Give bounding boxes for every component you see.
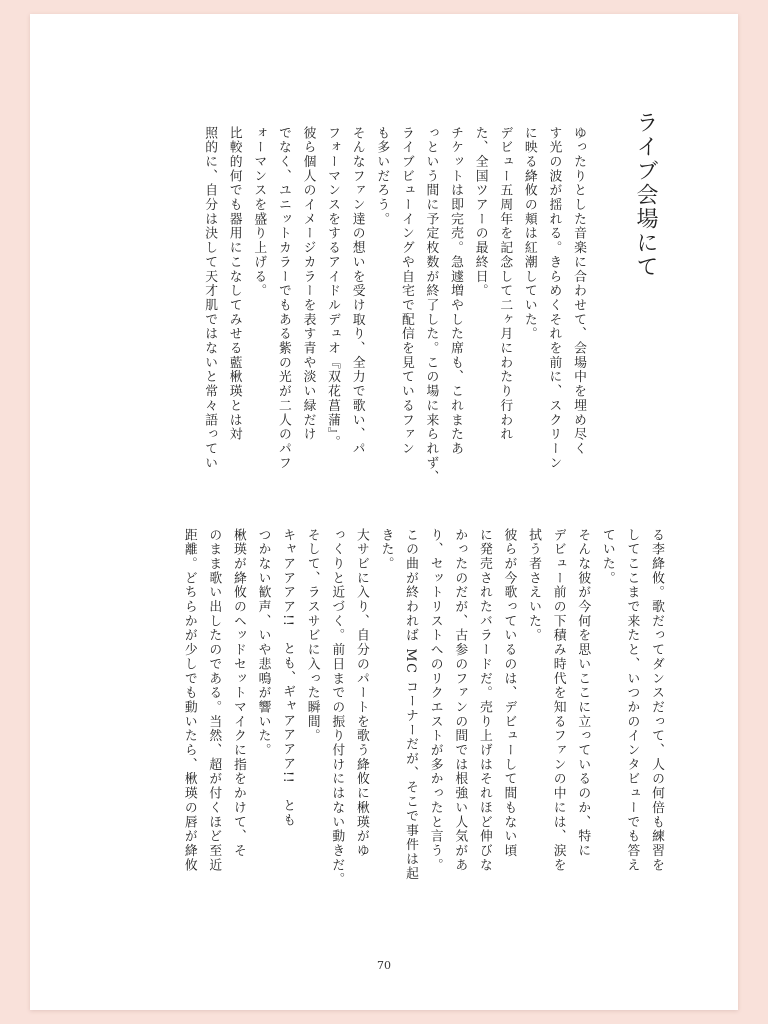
- text-line: 拭う者さえいた。: [526, 528, 542, 643]
- text-line: ライブビューイングや自宅で配信を見ているファン: [398, 126, 414, 457]
- text-line: る李絳攸。歌だってダンスだって、人の何倍も練習を: [649, 528, 664, 873]
- text-line: 距離。どちらかが少しでも動いたら、楸瑛の唇が絳攸: [181, 528, 197, 873]
- text-line: ォーマンスを盛り上げる。: [251, 126, 267, 299]
- book-page: [30, 14, 738, 1010]
- text-line: そして、ラスサビに入った瞬間。: [304, 528, 320, 744]
- page-number: 70: [377, 959, 391, 972]
- text-line: そんな彼が今何を思いここに立っているのか、特に: [575, 528, 591, 859]
- text-line: かったのだが、古参のファンの間では根強い人気があ: [452, 528, 468, 873]
- text-line: っくりと近づく。前日までの振り付けにはない動きだ。: [329, 528, 345, 887]
- text-line: この曲が終われば MC コーナーだが、そこで事件は起: [403, 528, 419, 881]
- text-line: してここまで来たと、いつかのインタビューでも答え: [624, 528, 640, 873]
- text-line: り、セットリストへのリクエストが多かったと言う。: [427, 528, 443, 873]
- text-line: っという間に予定枚数が終了した。この場に来られず、: [423, 126, 439, 485]
- text-line: キャアアアア!! とも、ギャアアアア!! とも: [280, 528, 296, 828]
- text-line: に発売されたバラードだ。売り上げはそれほど伸びな: [476, 528, 492, 873]
- text-line: きた。: [378, 528, 394, 572]
- text-line: 照的に、自分は決して天才肌ではないと常々語ってい: [202, 126, 218, 471]
- chapter-title: ライブ会場にて: [633, 111, 658, 279]
- text-line: デビュー五周年を記念して二ヶ月にわたり行われ: [497, 126, 513, 442]
- text-line: チケットは即完売。急遽増やした席も、これまたあ: [448, 126, 464, 457]
- text-line: 彼ら個人のイメージカラーを表す青や淡い緑だけ: [300, 126, 316, 442]
- text-line: のまま歌い出したのである。当然、超が付くほど至近: [206, 528, 222, 873]
- text-line: そんなファン達の想いを受け取り、全力で歌い、パ: [349, 126, 365, 457]
- text-line: でなく、ユニットカラーでもある紫の光が二人のパフ: [275, 126, 291, 471]
- text-line: ていた。: [599, 528, 615, 586]
- lower-text-block: [168, 528, 668, 948]
- text-line: ゆったりとした音楽に合わせて、会場中を埋め尽く: [571, 126, 586, 457]
- text-line: 大サビに入り、自分のパートを歌う絳攸に楸瑛がゆ: [353, 528, 369, 859]
- text-line: す光の波が揺れる。きらめくそれを前に、スクリーン: [546, 126, 562, 471]
- text-line: 比較的何でも器用にこなしてみせる藍楸瑛とは対: [226, 126, 242, 442]
- text-line: も多いだろう。: [374, 126, 390, 227]
- text-line: 楸瑛が絳攸のヘッドセットマイクに指をかけて、そ: [230, 528, 246, 859]
- text-line: デビュー前の下積み時代を知るファンの中には、涙を: [550, 528, 566, 873]
- text-line: た、全国ツアーの最終日。: [472, 126, 488, 299]
- text-line: に映る絳攸の頬は紅潮していた。: [521, 126, 537, 342]
- text-line: フォーマンスをするアイドルデュオ『双花菖蒲』。: [325, 126, 341, 450]
- upper-text-block: [190, 126, 590, 506]
- text-line: つかない歓声、いや悲鳴が響いた。: [255, 528, 271, 758]
- text-line: 彼らが今歌っているのは、デビューして間もない頃: [501, 528, 517, 859]
